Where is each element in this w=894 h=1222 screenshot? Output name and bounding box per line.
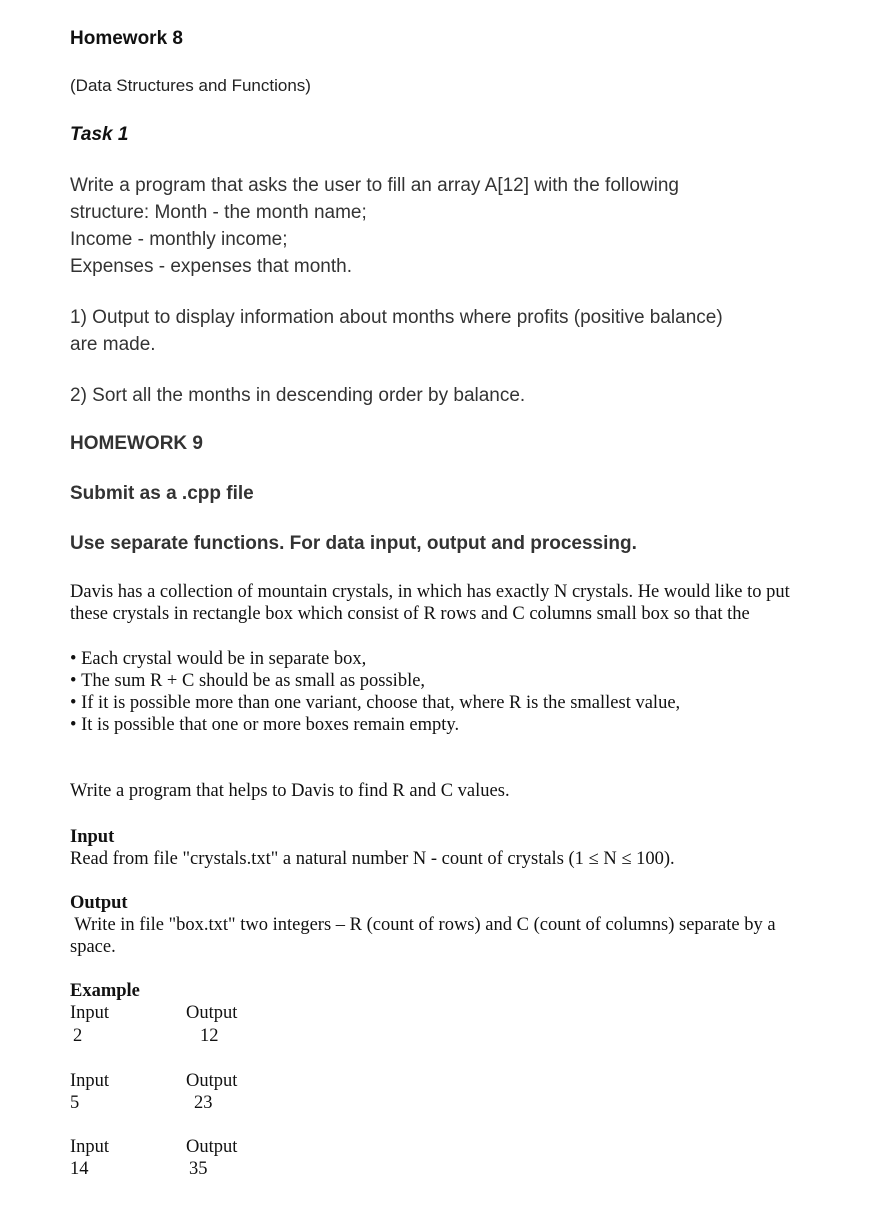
- text-line: Expenses - expenses that month.: [70, 256, 352, 277]
- example-heading: Example: [70, 981, 140, 1001]
- example-1-input-value: 2: [73, 1026, 83, 1046]
- text-line: Write in file "box.txt" two integers – R (count of rows) and C (count of columns) separate by a: [70, 915, 776, 935]
- example-2-input-label: Input: [70, 1071, 110, 1091]
- task-1-description: [70, 172, 679, 280]
- example-3-output-label: Output: [186, 1137, 238, 1157]
- example-2-output-label: Output: [186, 1071, 238, 1091]
- conditions-list: [70, 648, 680, 736]
- output-heading: Output: [70, 893, 128, 913]
- example-3-input-value: 14: [70, 1159, 89, 1179]
- example-1-output-value: 12: [200, 1026, 219, 1046]
- output-description: [70, 914, 776, 958]
- task-1-heading: Task 1: [70, 124, 129, 145]
- list-item: • It is possible that one or more boxes remain empty.: [70, 714, 680, 736]
- homework-9-title: HOMEWORK 9: [70, 433, 203, 454]
- text-line: Davis has a collection of mountain crystals, in which has exactly N crystals. He would like to put: [70, 582, 790, 602]
- example-3-input-label: Input: [70, 1137, 110, 1157]
- example-1-output-label: Output: [186, 1003, 238, 1023]
- example-3-output-value: 35: [189, 1159, 208, 1179]
- example-2-input-value: 5: [70, 1093, 80, 1113]
- list-item: • If it is possible more than one variant, choose that, where R is the smallest value,: [70, 692, 680, 714]
- example-2-output-value: 23: [194, 1093, 213, 1113]
- list-item: • The sum R + C should be as small as possible,: [70, 670, 680, 692]
- submit-instruction: Submit as a .cpp file: [70, 483, 254, 504]
- task-1-point-1: [70, 304, 723, 358]
- text-line: space.: [70, 937, 116, 957]
- input-description: Read from file "crystals.txt" a natural number N - count of crystals (1 ≤ N ≤ 100).: [70, 849, 675, 869]
- text-line: Income - monthly income;: [70, 229, 288, 250]
- input-heading: Input: [70, 827, 115, 847]
- homework-8-subtitle: (Data Structures and Functions): [70, 76, 311, 95]
- text-line: structure: Month - the month name;: [70, 202, 367, 223]
- text-line: are made.: [70, 334, 156, 355]
- write-program-text: Write a program that helps to Davis to find R and C values.: [70, 781, 510, 801]
- text-line: these crystals in rectangle box which consist of R rows and C columns small box so that the: [70, 604, 750, 624]
- example-1-input-label: Input: [70, 1003, 110, 1023]
- list-item: • Each crystal would be in separate box,: [70, 648, 680, 670]
- homework-8-title: Homework 8: [70, 28, 183, 49]
- functions-instruction: Use separate functions. For data input, output and processing.: [70, 533, 637, 554]
- task-1-point-2: 2) Sort all the months in descending order by balance.: [70, 385, 526, 406]
- text-line: 1) Output to display information about months where profits (positive balance): [70, 307, 723, 328]
- problem-intro: [70, 581, 790, 625]
- text-line: Write a program that asks the user to fill an array A[12] with the following: [70, 175, 679, 196]
